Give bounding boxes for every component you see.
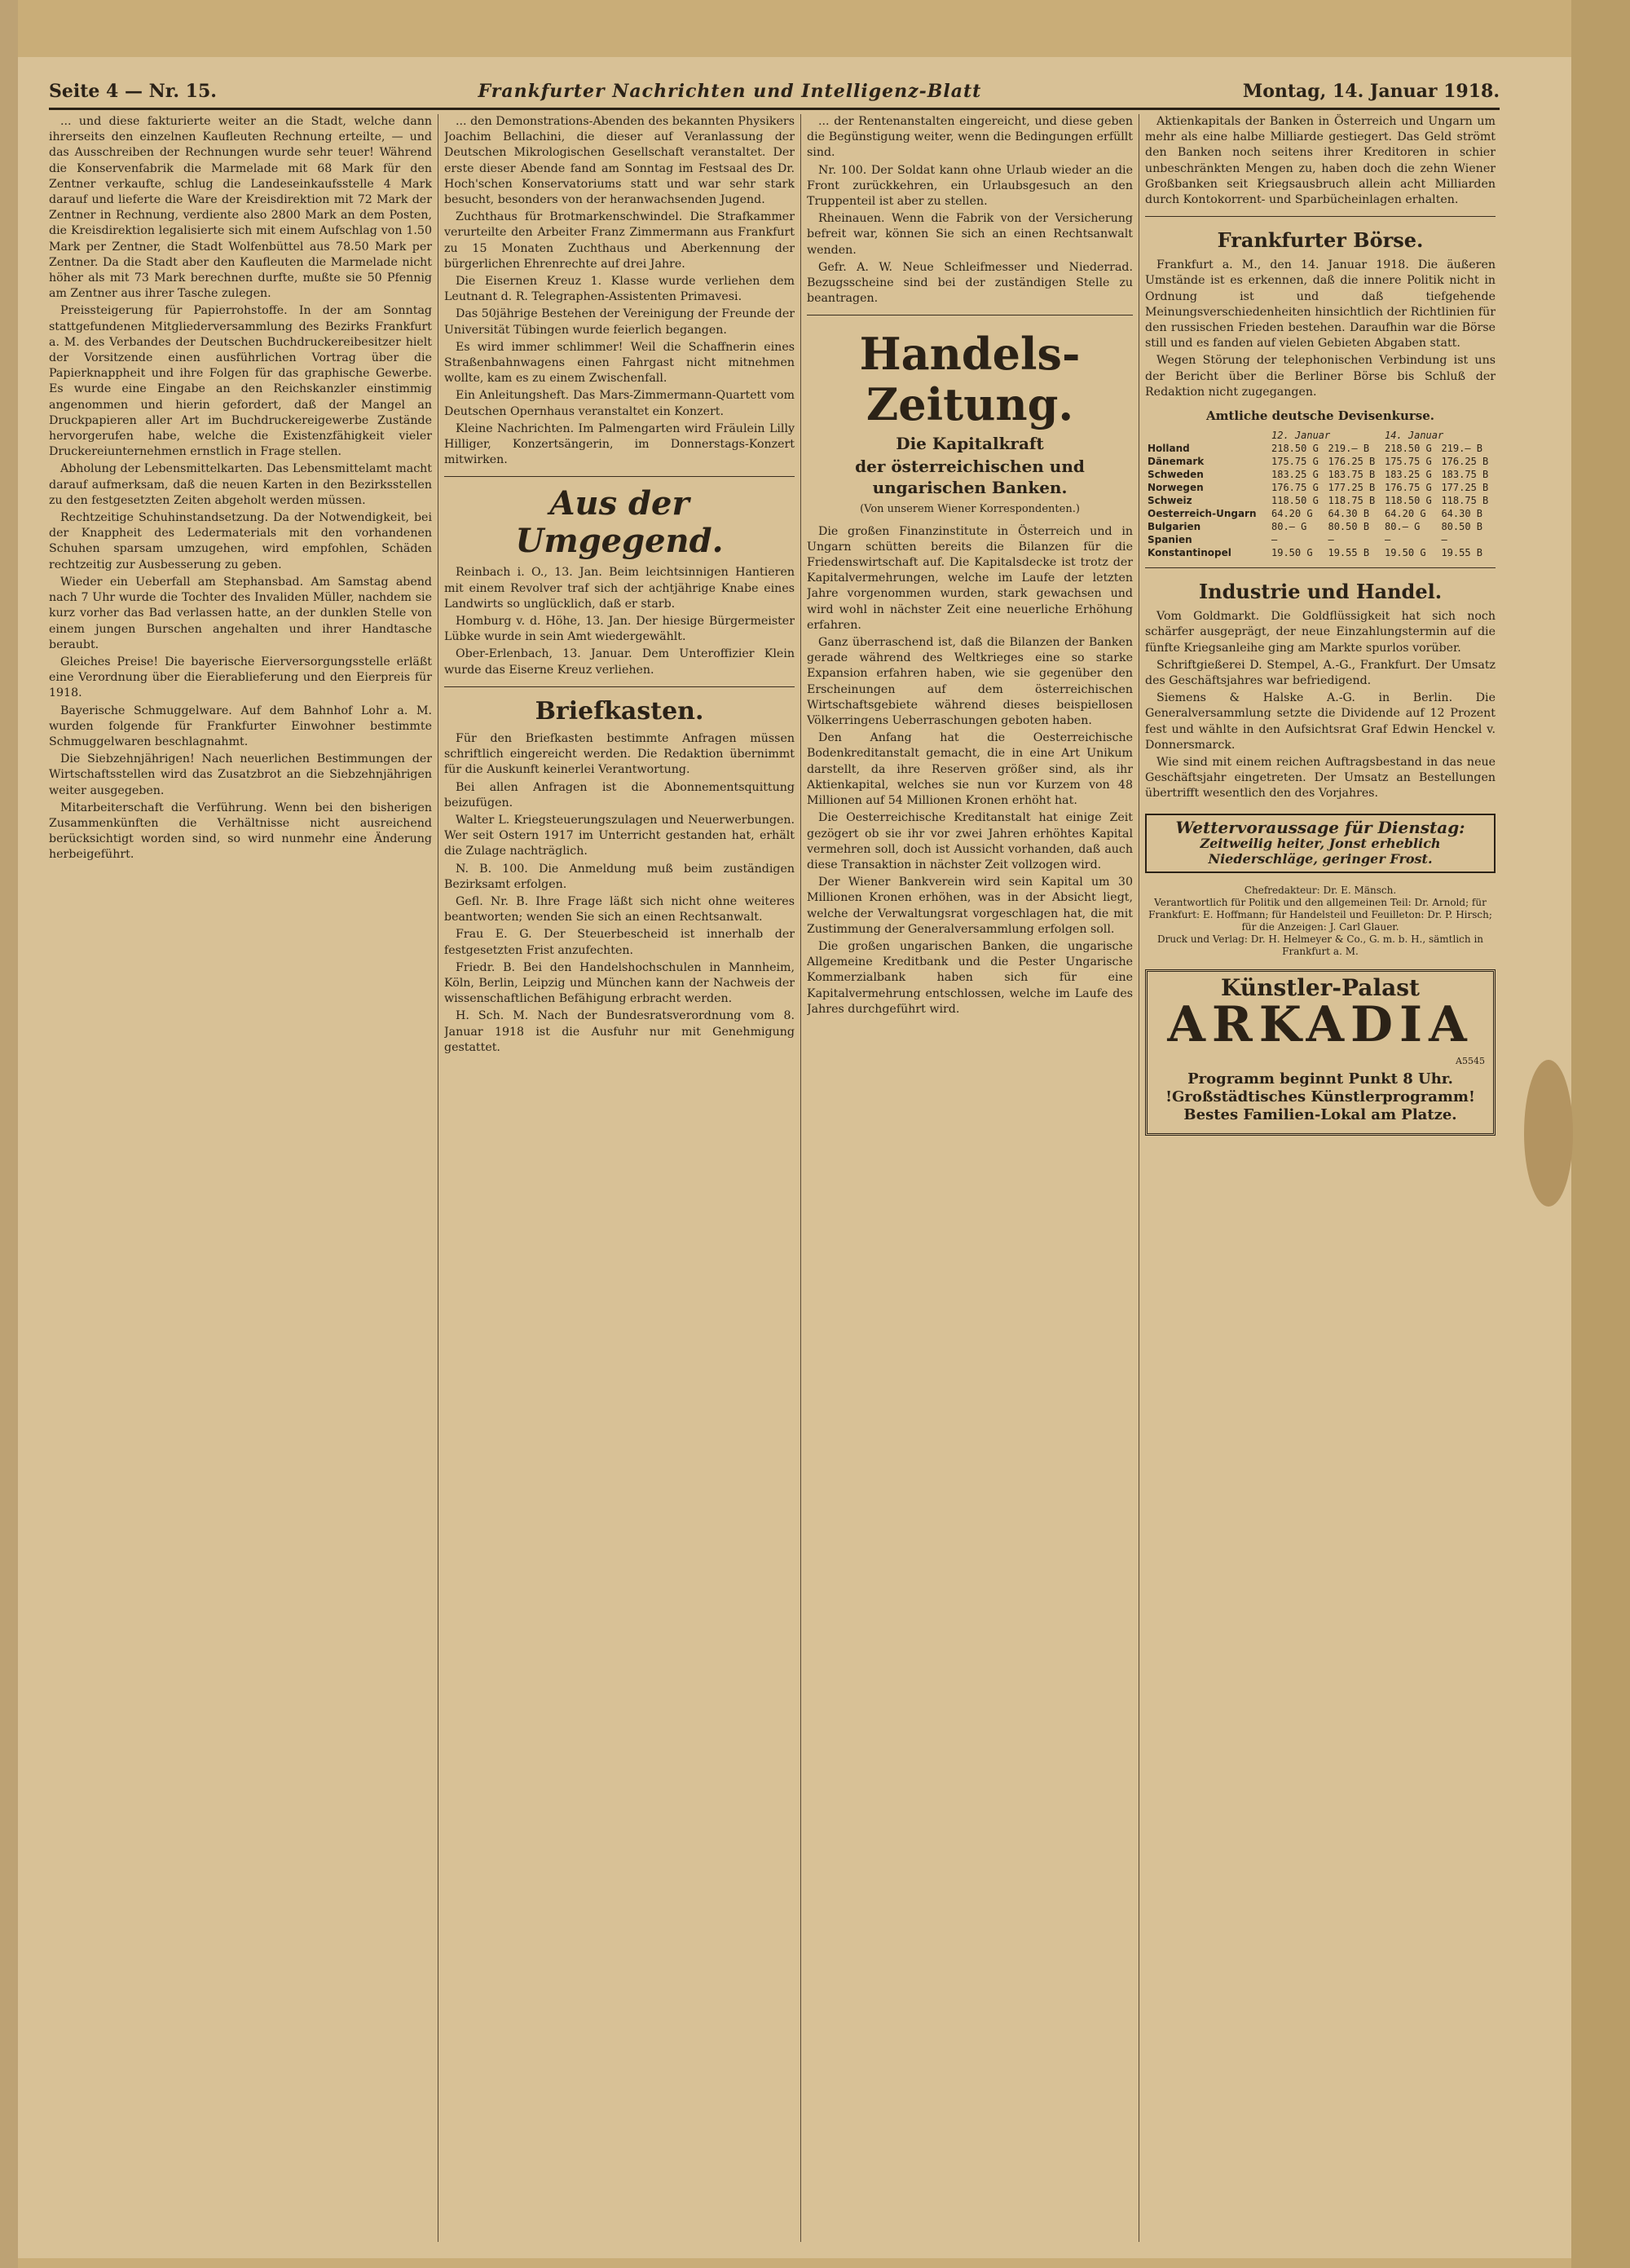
table-header-cell: 14. Januar (1384, 430, 1444, 442)
article-paragraph: Der Wiener Bankverein wird sein Kapital um 30 Millionen Kronen erhöhen, was in der Absicht liegt, welche der Verwaltungsrat vorgeschlagen hat, die mit Zustimmung der Generalversammlung erfolgen soll. (807, 876, 1133, 936)
article-paragraph: Die Eisernen Kreuz 1. Klasse wurde verliehen dem Leutnant d. R. Telegraphen-Assistenten Primavesi. (444, 275, 795, 304)
article-paragraph: Bei allen Anfragen ist die Abonnementsquittung beizufügen. (444, 780, 795, 810)
table-row (1145, 533, 1496, 546)
table-header-cell (1145, 429, 1269, 442)
rate-cell: 118.75 B (1441, 495, 1489, 507)
table-row (1145, 455, 1496, 468)
weather-text: Zeitweilig heiter, Jonst erheblich Niederschläge, geringer Frost. (1200, 835, 1441, 867)
column-local-news (49, 114, 432, 2242)
article-paragraph: Rechtzeitige Schuhinstandsetzung. Da der Notwendigkeit, bei der Knappheit des Ledermaterials mit den vorhandenen Schuhen sparsam umzugehen, wird empfohlen, Schäden rechtzeitig zur Ausbesserung zu geben. (49, 511, 432, 571)
article-paragraph: Wegen Störung der telephonischen Verbindung ist uns der Bericht über die Berliner Börse bis Schluß der Redaktion nicht zugegangen. (1145, 354, 1496, 399)
currency-label: Bulgarien (1148, 521, 1201, 533)
section-divider (1145, 216, 1496, 217)
rate-cell: 175.75 G (1384, 456, 1432, 468)
currency-label: Dänemark (1148, 456, 1205, 468)
imprint (1145, 885, 1496, 958)
rate-cell: 183.25 G (1271, 469, 1319, 481)
rate-cell: 118.75 B (1328, 495, 1376, 507)
ad-venue-type: Künstler-Palast (1221, 974, 1420, 1002)
table-header-cell: 12. Januar (1271, 430, 1331, 442)
article-paragraph: Vom Goldmarkt. Die Goldflüssigkeit hat sich noch schärfer ausgeprägt, der neue Einzahlungstermin auf die fünfte Kriegsanleihe ging am Markte spurlos vorüber. (1145, 610, 1496, 655)
article-paragraph: Die Siebzehnjährigen! Nach neuerlichen Bestimmungen der Wirtschaftsstellen wird das Zusatzbrot an die Siebzehnjährigen weiter ausgegeben. (49, 752, 432, 797)
ad-line: !Großstädtisches Künstlerprogramm! (1165, 1088, 1475, 1105)
currency-label: Norwegen (1148, 482, 1204, 494)
devisen-table-title: Amtliche deutsche Devisenkurse. (1205, 408, 1435, 424)
article-paragraph: Gefl. Nr. B. Ihre Frage läßt sich nicht ohne weiteres beantworten; wenden Sie sich an einen Rechtsanwalt. (444, 894, 795, 924)
article-paragraph: H. Sch. M. Nach der Bundesratsverordnung vom 8. Januar 1918 ist die Ausfuhr nur mit Genehmigung gestattet. (444, 1009, 795, 1054)
rate-cell: 64.30 B (1328, 508, 1370, 520)
column-handels-zeitung (807, 114, 1133, 2242)
article-paragraph: ... und diese fakturierte weiter an die Stadt, welche dann ihrerseits den einzelnen Kaufleuten Rechnung erteilte, — und das Ausschreiben der Rechnungen wurde sehr teuer! Während die Konservenfabrik die Marmelade mit 68 Mark für den Zentner verkaufte, schlug die Landeseinkaufsstelle 4 Mark darauf und lieferte die Ware der Kreisdirektion mit 72 Mark der Zentner in Rechnung, verdiente also 2800 Mark an dem Posten, die Kreisdirektion legalisierte sich mit einem Aufschlag von 1.50 Mark per Zentner, die Stadt Wolfenbüttel aus 78.50 Mark per Zentner. Da die Stadt aber den Kaufleuten die Marmelade nicht höher als mit 73 Mark berechnen durfte, mußte sie 50 Pfennig am Zentner aus ihrer Tasche zulegen. (49, 115, 432, 301)
weather-forecast-box (1145, 814, 1496, 874)
article-paragraph: Nr. 100. Der Soldat kann ohne Urlaub wieder an die Front zurückkehren, ein Urlaubsgesuch an den Truppenteil ist aber zu stellen. (807, 163, 1133, 209)
header-date: Montag, 14. Januar 1918. (1242, 81, 1500, 102)
devisen-table (1145, 429, 1496, 559)
article-paragraph: Wie sind mit einem reichen Auftragsbestand in das neue Geschäftsjahr eingetreten. Der Umsatz an Bestellungen übertrifft wesentlich den des Vorjahres. (1145, 756, 1496, 801)
article-paragraph: N. B. 100. Die Anmeldung muß beim zuständigen Bezirksamt erfolgen. (444, 862, 795, 891)
article-paragraph: Den Anfang hat die Oesterreichische Bodenkreditanstalt gemacht, die in eine Art Unikum darstellt, da ihre Reserven größer sind, als ihr Aktienkapital, welches sie nun vor Kurzem von 48 Millionen auf 54 Millionen Kronen erhöht hat. (807, 731, 1133, 808)
page-left-edge (0, 0, 18, 2268)
rate-cell: 177.25 B (1441, 482, 1489, 494)
rate-cell: — (1441, 534, 1447, 546)
section-title-frankfurter-boerse: Frankfurter Börse. (1217, 228, 1424, 253)
article-headline: Die Kapitalkraft (896, 434, 1044, 454)
article-paragraph: Es wird immer schlimmer! Weil die Schaffnerin eines Straßenbahnwagens einen Fahrgast nicht mitnehmen wollte, kam es zu einem Zwischenfall. (444, 340, 795, 386)
page-header (49, 75, 1500, 110)
article-paragraph: Aktienkapitals der Banken in Österreich und Ungarn um mehr als eine halbe Milliarde gestiegert. Das Geld strömt den Banken noch seitens ihrer Kreditoren in schier unbeschränkten Mengen zu, haben doch die zehn Wiener Großbanken seit Kriegsausbruch allein acht Milliarden durch Kontokorrent- und Sparbücheinlagen erhalten. (1145, 115, 1496, 207)
rate-cell: 64.20 G (1384, 508, 1426, 520)
section-title-industrie-und-handel: Industrie und Handel. (1198, 580, 1443, 604)
article-paragraph: Mitarbeiterschaft die Verführung. Wenn bei den bisherigen Zusammenkünften die Verhältnisse nicht ausreichend berücksichtigt worden sind, so wird nunmehr eine Änderung herbeigeführt. (49, 801, 432, 862)
article-paragraph: Ober-Erlenbach, 13. Januar. Dem Unteroffizier Klein wurde das Eiserne Kreuz verliehen. (444, 647, 795, 677)
rate-cell: 80.50 B (1441, 521, 1483, 533)
rate-cell: 219.— B (1441, 443, 1483, 455)
rate-cell: 218.50 G (1384, 443, 1432, 455)
imprint-line: Chefredakteur: Dr. E. Mänsch. (1244, 885, 1397, 897)
imprint-line: Verantwortlich für Politik und den allgemeinen Teil: Dr. Arnold; für Frankfurt: E. Hoffmann; für Handelsteil und Feuilleton: Dr. P. Hirsch; für die Anzeigen: J. Carl Glauer. (1148, 897, 1492, 933)
currency-label: Oesterreich-Ungarn (1148, 508, 1257, 520)
article-paragraph: Die Oesterreichische Kreditanstalt hat einige Zeit gezögert ob sie ihr vor zwei Jahren erhöhtes Kapital vermehren soll, doch ist Aussicht vorhanden, daß auch diese Transaktion in nächster Zeit vollzogen wird. (807, 811, 1133, 871)
rate-cell: 218.50 G (1271, 443, 1319, 455)
article-paragraph: Das 50jährige Bestehen der Vereinigung der Freunde der Universität Tübingen wurde feierlich begangen. (444, 307, 795, 337)
article-paragraph: Preissteigerung für Papierrohstoffe. In der am Sonntag stattgefundenen Mitgliederversammlung des Bezirks Frankfurt a. M. des Verbandes der Deutschen Buchdruckereibesitzer hielt der Vorsitzende einen ausführlichen Vortrag über die Papierknappheit und ihre Folgen für das graphische Gewerbe. Es wurde eine Eingabe an den Reichskanzler einstimmig angenommen und hierin gefordert, daß der Mangel an Druckpapieren aller Art im Buchdruckereigewerbe Zustände hervorgerufen habe, welche die Existenzfähigkeit vieler Druckereiunternehmen ernstlich in Frage stellen. (49, 304, 432, 459)
article-paragraph: Rheinauen. Wenn die Fabrik von der Versicherung befreit war, können Sie sich an einen Rechtsanwalt wenden. (807, 212, 1133, 257)
rate-cell: 183.75 B (1441, 469, 1489, 481)
rate-cell: 175.75 G (1271, 456, 1319, 468)
rate-cell: — (1271, 534, 1278, 546)
section-title-briefkasten: Briefkasten. (535, 696, 704, 726)
article-paragraph: Kleine Nachrichten. Im Palmengarten wird Fräulein Lilly Hilliger, Konzertsängerin, im Donnerstags-Konzert mitwirken. (444, 421, 795, 467)
adjacent-page-edge (1571, 0, 1630, 2268)
ad-venue-name: ARKADIA (1167, 995, 1474, 1053)
article-paragraph: Ganz überraschend ist, daß die Bilanzen der Banken gerade während des Weltkrieges eine so starke Expansion erfahren haben, wie sie gegenüber den Erscheinungen auf dem österreichischen Wirtschaftsgebiete während dieses beispiellosen Völkerringens Ueberraschungen geboten haben. (807, 636, 1133, 728)
article-paragraph: Frankfurt a. M., den 14. Januar 1918. Die äußeren Umstände ist es erkennen, daß die innere Politik nicht in Ordnung ist und daß tiefgehende Meinungsverschiedenheiten hinsichtlich der Richtlinien für den russischen Frieden bestehen. Daraufhin war die Börse still und es fanden auf vielen Gebieten Abgaben statt. (1145, 258, 1496, 351)
rate-cell: 219.— B (1328, 443, 1370, 455)
article-paragraph: Abholung der Lebensmittelkarten. Das Lebensmittelamt macht darauf aufmerksam, daß die neuen Karten in den Bezirksstellen zu den festgesetzten Zeiten abgeholt werden müssen. (49, 462, 432, 507)
section-title-umgegend: Aus der Umgegend. (515, 484, 724, 561)
section-divider (444, 476, 795, 477)
currency-label: Schweden (1148, 469, 1204, 481)
table-row (1145, 494, 1496, 507)
table-header-row (1145, 429, 1496, 442)
article-paragraph: Frau E. G. Der Steuerbescheid ist innerhalb der festgesetzten Frist anzufechten. (444, 928, 795, 957)
rate-cell: 183.25 G (1384, 469, 1432, 481)
rate-cell: 176.25 B (1441, 456, 1489, 468)
article-paragraph: ... der Rentenanstalten eingereicht, und diese geben die Begünstigung weiter, wenn die Bedingungen erfüllt sind. (807, 115, 1133, 160)
article-paragraph: Gleiches Preise! Die bayerische Eierversorgungsstelle erläßt eine Verordnung über die Eierablieferung und den Eierpreis für 1918. (49, 655, 432, 700)
article-paragraph: Ein Anleitungsheft. Das Mars-Zimmermann-Quartett vom Deutschen Opernhaus veranstaltet ein Konzert. (444, 389, 795, 418)
table-row (1145, 546, 1496, 559)
article-paragraph: Gefr. A. W. Neue Schleifmesser und Niederrad. Bezugsscheine sind bei der zuständigen Stelle zu beantragen. (807, 260, 1133, 306)
header-page-number: Seite 4 — Nr. 15. (49, 81, 217, 102)
section-divider (1145, 567, 1496, 568)
rate-cell: 183.75 B (1328, 469, 1376, 481)
rate-cell: — (1328, 534, 1334, 546)
rate-cell: 80.50 B (1328, 521, 1370, 533)
article-byline: (Von unserem Wiener Korrespondenten.) (860, 503, 1080, 516)
column-city-and-region (444, 114, 795, 2242)
rate-cell: 19.50 G (1384, 547, 1426, 559)
rate-cell: — (1384, 534, 1391, 546)
article-paragraph: Siemens & Halske A.-G. in Berlin. Die Generalversammlung setzte die Dividende auf 12 Prozent fest und wählte in den Aufsichtsrat Graf Edwin Henckel v. Donnersmarck. (1145, 691, 1496, 752)
article-paragraph: Walter L. Kriegsteuerungszulagen und Neuerwerbungen. Wer seit Ostern 1917 im Unterricht gestanden hat, erhält die Zulage nachträglich. (444, 813, 795, 858)
ad-line: Bestes Familien-Lokal am Platze. (1183, 1106, 1457, 1124)
column-rule (800, 114, 801, 2242)
article-paragraph: Bayerische Schmuggelware. Auf dem Bahnhof Lohr a. M. wurden folgende für Frankfurter Einwohner bestimmte Schmuggelwaren beschlagnahmt. (49, 704, 432, 748)
rate-cell: 176.75 G (1271, 482, 1319, 494)
table-row (1145, 481, 1496, 494)
currency-label: Spanien (1148, 534, 1192, 546)
rate-cell: 176.75 G (1384, 482, 1432, 494)
rate-cell: 177.25 B (1328, 482, 1376, 494)
article-paragraph: Die großen ungarischen Banken, die ungarische Allgemeine Kreditbank und die Pester Ungarische Kommerzialbank haben sich für eine Kapitalvermehrung entschlossen, welche im Laufe des Jahres durchgeführt wird. (807, 939, 1133, 1016)
advertisement-arkadia (1145, 969, 1496, 1136)
rate-cell: 118.50 G (1271, 495, 1319, 507)
currency-label: Konstantinopel (1148, 547, 1231, 559)
article-paragraph: Schriftgießerei D. Stempel, A.-G., Frankfurt. Der Umsatz des Geschäftsjahres war befriedigend. (1145, 658, 1496, 688)
article-paragraph: Zuchthaus für Brotmarkenschwindel. Die Strafkammer verurteilte den Arbeiter Franz Zimmermann aus Frankfurt zu 15 Monaten Zuchthaus und Aberkennung der bürgerlichen Ehrenrechte auf drei Jahre. (444, 210, 795, 271)
article-paragraph: Homburg v. d. Höhe, 13. Jan. Der hiesige Bürgermeister Lübke wurde in sein Amt wiedergewählt. (444, 615, 795, 644)
article-paragraph: Friedr. B. Bei den Handelshochschulen in Mannheim, Köln, Berlin, Leipzig und München kann der Nachweis der wissenschaftlichen Befähigung erbracht werden. (444, 960, 795, 1006)
table-row (1145, 520, 1496, 533)
column-boerse-and-industry (1145, 114, 1496, 2242)
article-paragraph: Für den Briefkasten bestimmte Anfragen müssen schriftlich eingereicht werden. Die Redaktion übernimmt für die Auskunft keinerlei Verantwortung. (444, 731, 795, 777)
weather-title: Wettervoraussage für Dienstag: (1175, 817, 1465, 837)
paper-stain (1524, 1060, 1573, 1207)
table-row (1145, 442, 1496, 455)
rate-cell: 80.— G (1271, 521, 1307, 533)
article-subheadline: der österreichischen und ungarischen Banken. (855, 457, 1085, 498)
section-title-handels-zeitung: Handels-Zeitung. (859, 328, 1081, 431)
ad-line: Programm beginnt Punkt 8 Uhr. (1187, 1070, 1453, 1088)
article-paragraph: ... den Demonstrations-Abenden des bekannten Physikers Joachim Bellachini, die dieser auf Veranlassung der Deutschen Mikrologischen Gesellschaft veranstaltet. Der erste dieser Abende fand am Sonntag im Festsaal des Dr. Hoch'schen Konservatoriums statt und war sehr stark besucht, besonders von der heranwachsenden Jugend. (444, 115, 795, 207)
imprint-line: Druck und Verlag: Dr. H. Helmeyer & Co., G. m. b. H., sämtlich in Frankfurt a. M. (1156, 933, 1484, 958)
rate-cell: 64.20 G (1271, 508, 1313, 520)
section-divider (444, 686, 795, 687)
rate-cell: 176.25 B (1328, 456, 1376, 468)
table-row (1145, 507, 1496, 520)
rate-cell: 80.— G (1384, 521, 1421, 533)
rate-cell: 118.50 G (1384, 495, 1432, 507)
currency-label: Holland (1148, 443, 1190, 455)
currency-label: Schweiz (1148, 495, 1192, 507)
article-paragraph: Reinbach i. O., 13. Jan. Beim leichtsinnigen Hantieren mit einem Revolver traf sich der achtjährige Knabe eines Landwirts so unglücklich, daß er starb. (444, 566, 795, 611)
table-row (1145, 468, 1496, 481)
header-newspaper-title: Frankfurter Nachrichten und Intelligenz-Blatt (478, 81, 982, 102)
rate-cell: 19.55 B (1441, 547, 1483, 559)
rate-cell: 64.30 B (1441, 508, 1483, 520)
rate-cell: 19.55 B (1328, 547, 1370, 559)
rate-cell: 19.50 G (1271, 547, 1313, 559)
article-paragraph: Die großen Finanzinstitute in Österreich und in Ungarn schütten bereits die Bilanzen für die Friedenswirtschaft auf. Die Kapitalsdecke ist trotz der Kapitalvermehrungen, welche im Laufe der letzten Jahre vorgenommen wurden, stark gewachsen und wird wohl in nächster Zeit eine neuerliche Erhöhung erfahren. (807, 524, 1133, 632)
article-paragraph: Wieder ein Ueberfall am Stephansbad. Am Samstag abend nach 7 Uhr wurde die Tochter des Invaliden Müller, nachdem sie kurz vorher das Bad verlassen hatte, an der dunklen Stelle von einem jungen Burschen angehalten und ihrer Handtasche beraubt. (49, 575, 432, 651)
ad-number: A5545 (1456, 1055, 1485, 1066)
